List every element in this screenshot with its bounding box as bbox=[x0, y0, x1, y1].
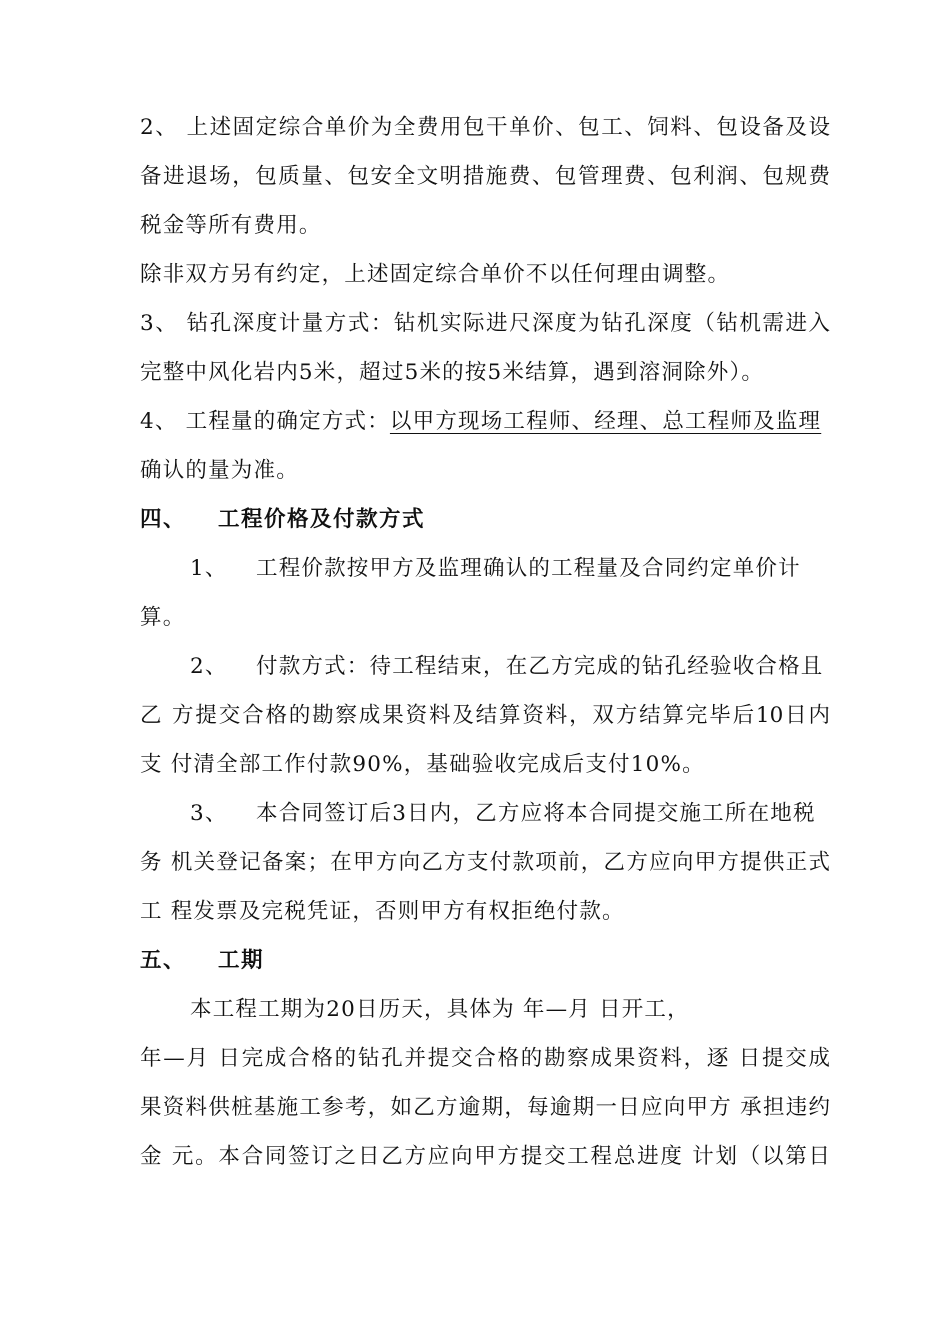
section-5-line-2: 年—月 日完成合格的钻孔并提交合格的勘察成果资料，逐 日提交成 bbox=[140, 1046, 830, 1071]
section-4-item-1-text: 工程价款按甲方及监理确认的工程量及合同约定单价计 bbox=[256, 556, 801, 581]
section-4-item-1-number: 1、 bbox=[190, 556, 228, 581]
section-4-title: 工程价格及付款方式 bbox=[218, 507, 426, 532]
paragraph-3-line-2: 完整中风化岩内5米，超过5米的按5米结算，遇到溶洞除外）。 bbox=[140, 360, 765, 385]
section-4-item-2-number: 2、 bbox=[190, 654, 228, 679]
paragraph-2-line-2: 备进退场，包质量、包安全文明措施费、包管理费、包利润、包规费 bbox=[140, 164, 830, 189]
section-4-item-2-continuation-2: 支 付清全部工作付款90%，基础验收完成后支付10%。 bbox=[140, 752, 705, 777]
contract-page bbox=[140, 103, 830, 1181]
paragraph-2-line-3: 税金等所有费用。 bbox=[140, 213, 322, 238]
section-4-item-3-continuation-2: 工 程发票及完税凭证，否则甲方有权拒绝付款。 bbox=[140, 899, 625, 924]
paragraph-4-prefix: 4、 工程量的确定方式： bbox=[140, 409, 390, 434]
section-4-item-1-continuation: 算。 bbox=[140, 605, 186, 630]
section-5-title: 工期 bbox=[218, 948, 265, 973]
paragraph-3-line-1: 3、 钻孔深度计量方式：钻机实际进尺深度为钻孔深度（钻机需进入 bbox=[140, 311, 830, 336]
paragraph-2-line-1: 2、 上述固定综合单价为全费用包干单价、包工、饲料、包设备及设 bbox=[140, 115, 830, 140]
section-5-line-1: 本工程工期为20日历天，具体为 年—月 日开工， bbox=[190, 997, 690, 1022]
section-4-item-1 bbox=[140, 544, 830, 593]
section-5-number: 五、 bbox=[140, 948, 187, 973]
paragraph-4-line-2: 确认的量为准。 bbox=[140, 458, 299, 483]
section-4-heading bbox=[140, 495, 830, 544]
section-4-item-3-continuation-1: 务 机关登记备案；在甲方向乙方支付款项前，乙方应向甲方提供正式 bbox=[140, 850, 830, 875]
section-4-item-3 bbox=[140, 789, 830, 838]
section-4-number: 四、 bbox=[140, 507, 187, 532]
section-4-item-2 bbox=[140, 642, 830, 691]
paragraph-4-underlined-text: 以甲方现场工程师、经理、总工程师及监理 bbox=[389, 409, 822, 434]
section-4-item-2-continuation-1: 乙 方提交合格的勘察成果资料及结算资料，双方结算完毕后10日内 bbox=[140, 703, 830, 728]
adjustment-note: 除非双方另有约定，上述固定综合单价不以任何理由调整。 bbox=[140, 262, 731, 287]
section-4-item-3-text: 本合同签订后3日内，乙方应将本合同提交施工所在地税 bbox=[256, 801, 816, 826]
section-4-item-3-number: 3、 bbox=[190, 801, 228, 826]
section-4-item-2-text: 付款方式：待工程结束，在乙方完成的钻孔经验收合格且 bbox=[256, 654, 824, 679]
section-5-line-3: 果资料供桩基施工参考，如乙方逾期，每逾期一日应向甲方 承担违约 bbox=[140, 1095, 830, 1120]
paragraph-4-line-1 bbox=[140, 397, 830, 446]
section-5-line-4: 金 元。本合同签订之日乙方应向甲方提交工程总进度 计划（以第日 bbox=[140, 1144, 830, 1169]
section-5-heading bbox=[140, 936, 830, 985]
